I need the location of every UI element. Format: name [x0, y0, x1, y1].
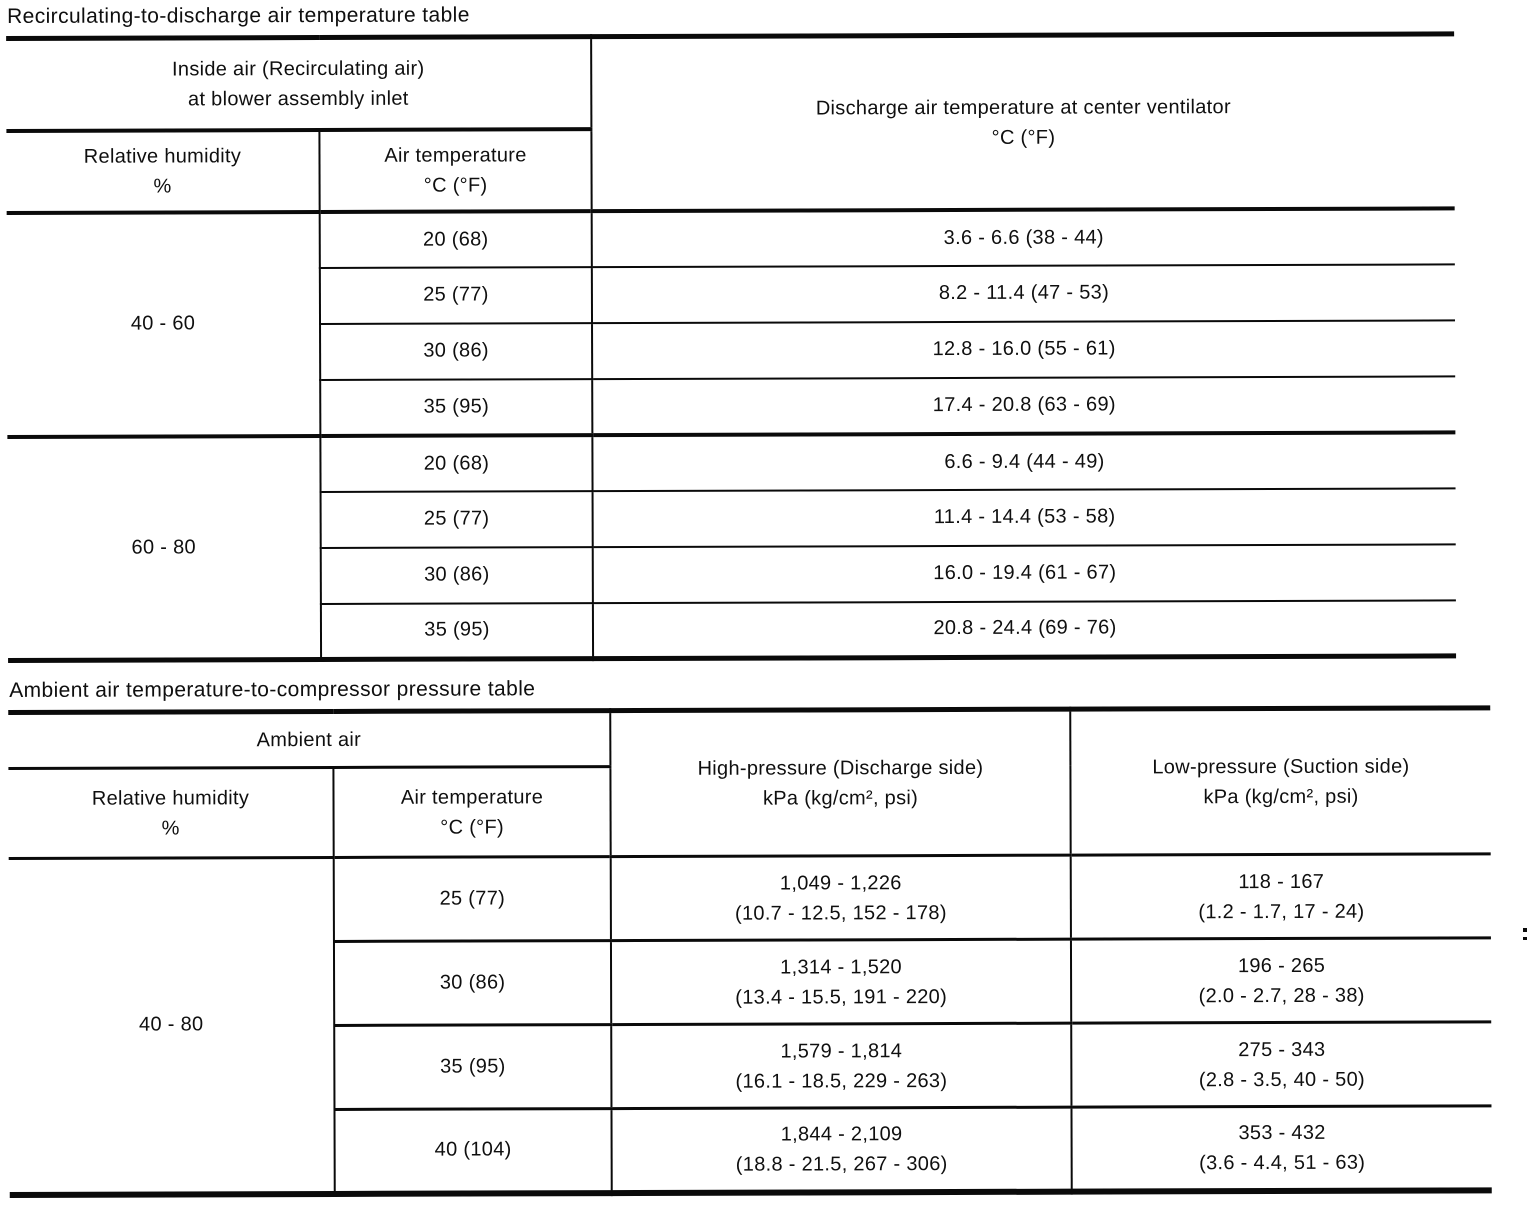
high-pressure-kpa: 1,049 - 1,226: [779, 871, 902, 895]
recirculating-table: [6, 31, 1456, 663]
low-pressure-kpa: 275 - 343: [1238, 1038, 1326, 1061]
header-discharge-line1: Discharge air temperature at center ventilator: [815, 95, 1231, 120]
low-pressure-alt-units: (2.0 - 2.7, 28 - 38): [1198, 984, 1365, 1007]
temp-cell: 35 (95): [334, 1025, 611, 1110]
discharge-cell: 16.0 - 19.4 (61 - 67): [593, 544, 1456, 603]
low-pressure-cell: [1071, 854, 1491, 939]
table-row: [7, 208, 1455, 269]
header-high-line2: kPa (kg/cm², psi): [762, 787, 919, 810]
header-relative-humidity: [8, 767, 333, 858]
header-low-line2: kPa (kg/cm², psi): [1203, 785, 1359, 809]
header-inside-air-line1: Inside air (Recirculating air): [171, 57, 425, 81]
discharge-cell: 6.6 - 9.4 (44 - 49): [592, 432, 1455, 491]
discharge-cell: 3.6 - 6.6 (38 - 44): [592, 208, 1455, 267]
header-ambient-air: Ambient air: [8, 711, 610, 769]
header-low-pressure: [1070, 708, 1490, 855]
high-pressure-alt-units: (16.1 - 18.5, 229 - 263): [735, 1069, 948, 1093]
low-pressure-alt-units: (1.2 - 1.7, 17 - 24): [1198, 900, 1365, 923]
temp-cell: 25 (77): [320, 267, 592, 324]
table1-title: Recirculating-to-discharge air temperature table: [7, 3, 470, 28]
temp-cell: 20 (68): [320, 211, 592, 268]
header-temp-line2: °C (°F): [440, 815, 504, 839]
header-high-pressure: [610, 709, 1070, 856]
discharge-cell: 20.8 - 24.4 (69 - 76): [933, 616, 1117, 640]
table-row: [9, 854, 1491, 943]
temp-cell: 25 (77): [334, 857, 611, 942]
low-pressure-cell: [1071, 1106, 1491, 1191]
header-humidity-line1: Relative humidity: [91, 786, 250, 810]
header-temp-line1: Air temperature: [400, 785, 544, 809]
high-pressure-alt-units: (10.7 - 12.5, 152 - 178): [734, 901, 947, 925]
high-pressure-cell: [611, 855, 1071, 940]
header-relative-humidity: [6, 129, 319, 212]
temp-cell: 30 (86): [321, 547, 593, 604]
low-pressure-alt-units: (3.6 - 4.4, 51 - 63): [1199, 1151, 1366, 1174]
humidity-cell: 40 - 80: [9, 857, 335, 1194]
low-pressure-cell: [1071, 938, 1491, 1023]
temp-cell: 40 (104): [334, 1109, 611, 1194]
low-pressure-kpa: 118 - 167: [1238, 870, 1325, 893]
high-pressure-cell: [611, 939, 1071, 1024]
pressure-table: [8, 705, 1492, 1197]
header-high-line1: High-pressure (Discharge side): [697, 756, 984, 780]
humidity-cell: 60 - 80: [7, 435, 321, 660]
temp-cell: 30 (86): [320, 323, 592, 380]
high-pressure-alt-units: (18.8 - 21.5, 267 - 306): [735, 1152, 948, 1176]
table2-title: Ambient air temperature-to-compressor pressure table: [9, 677, 536, 702]
temp-cell: 35 (95): [321, 603, 593, 660]
high-pressure-kpa: 1,314 - 1,520: [780, 955, 902, 979]
header-inside-air: [6, 37, 591, 131]
low-pressure-cell: [1071, 1022, 1491, 1107]
high-pressure-kpa: 1,579 - 1,814: [780, 1039, 903, 1063]
header-humidity-line1: Relative humidity: [83, 144, 242, 168]
header-humidity-line2: %: [153, 174, 172, 198]
temp-cell: 25 (77): [321, 491, 593, 548]
low-pressure-kpa: 353 - 432: [1238, 1121, 1326, 1144]
header-air-temperature: [333, 767, 610, 858]
discharge-cell: 11.4 - 14.4 (53 - 58): [593, 488, 1456, 547]
temp-cell: 30 (86): [334, 941, 611, 1026]
table-row: [7, 432, 1455, 493]
low-pressure-kpa: 196 - 265: [1237, 954, 1326, 977]
header-temp-line1: Air temperature: [384, 143, 527, 167]
header-discharge-line2: °C (°F): [991, 126, 1056, 149]
discharge-cell: 12.8 - 16.0 (55 - 61): [592, 320, 1455, 379]
discharge-cell: 8.2 - 11.4 (47 - 53): [592, 264, 1455, 323]
temp-cell: 20 (68): [320, 435, 592, 492]
high-pressure-alt-units: (13.4 - 15.5, 191 - 220): [735, 985, 948, 1009]
header-humidity-line2: %: [161, 816, 180, 839]
header-inside-air-line2: at blower assembly inlet: [187, 87, 409, 111]
header-temp-line2: °C (°F): [423, 173, 488, 197]
high-pressure-kpa: 1,844 - 2,109: [780, 1122, 903, 1146]
header-discharge-temp: [591, 34, 1455, 211]
temp-cell: 35 (95): [320, 379, 592, 436]
scan-speck: [1523, 928, 1527, 940]
header-low-line1: Low-pressure (Suction side): [1152, 755, 1410, 779]
high-pressure-cell: [612, 1107, 1072, 1192]
discharge-cell: 17.4 - 20.8 (63 - 69): [592, 376, 1455, 435]
header-air-temperature: [319, 129, 591, 212]
humidity-cell: 40 - 60: [7, 211, 321, 436]
low-pressure-alt-units: (2.8 - 3.5, 40 - 50): [1198, 1068, 1365, 1091]
high-pressure-cell: [611, 1023, 1071, 1108]
